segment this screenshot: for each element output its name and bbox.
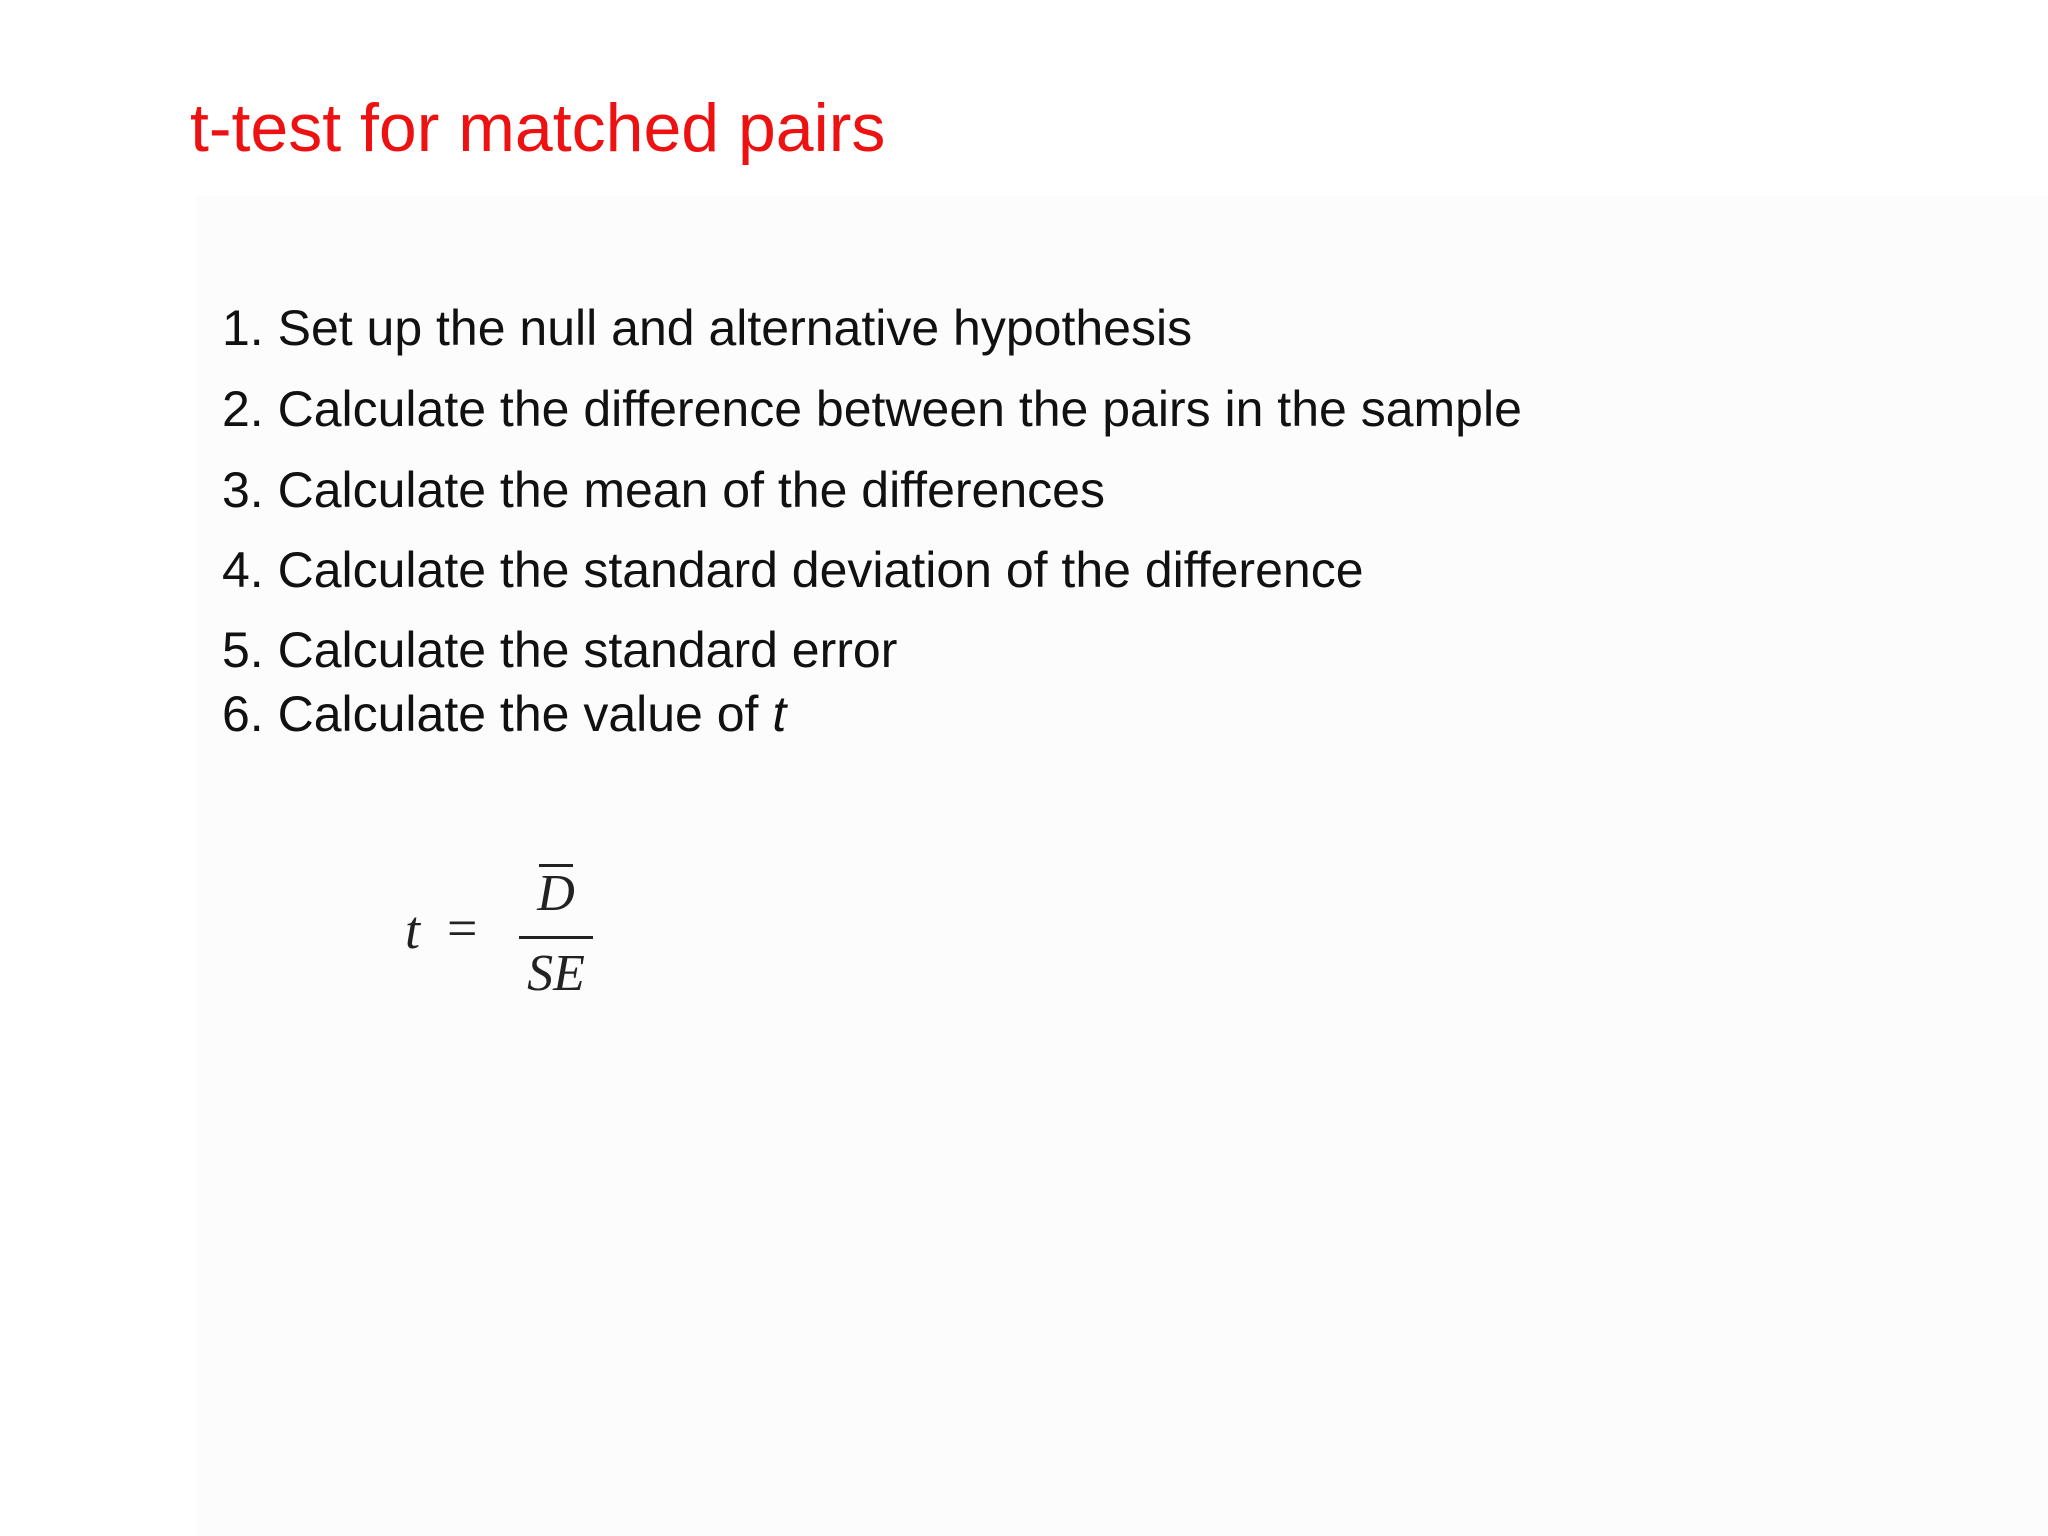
formula-numerator: D <box>537 865 575 922</box>
step-item-1 <box>222 298 1192 358</box>
formula-lhs: t <box>405 900 421 960</box>
step-text: 2. Calculate the difference between the pairs in the sample <box>222 381 1522 437</box>
slide-title: t-test for matched pairs <box>190 90 886 166</box>
step-item-5 <box>222 620 897 680</box>
t-formula <box>405 858 605 1008</box>
step-text: 5. Calculate the standard error <box>222 622 898 678</box>
step-item-6 <box>222 684 786 744</box>
step-item-4 <box>222 540 1364 600</box>
formula-equals: = <box>447 898 478 958</box>
step-italic-variable: t <box>772 686 787 742</box>
fraction-bar <box>519 936 593 939</box>
formula-fraction <box>519 858 593 1008</box>
step-item-2 <box>222 379 1522 439</box>
step-text: 6. Calculate the value of <box>222 686 773 742</box>
step-text: 1. Set up the null and alternative hypothesis <box>222 300 1193 356</box>
step-item-3 <box>222 460 1105 520</box>
formula-denominator: SE <box>527 945 585 1002</box>
step-text: 3. Calculate the mean of the differences <box>222 462 1105 518</box>
step-text: 4. Calculate the standard deviation of the difference <box>222 542 1364 598</box>
